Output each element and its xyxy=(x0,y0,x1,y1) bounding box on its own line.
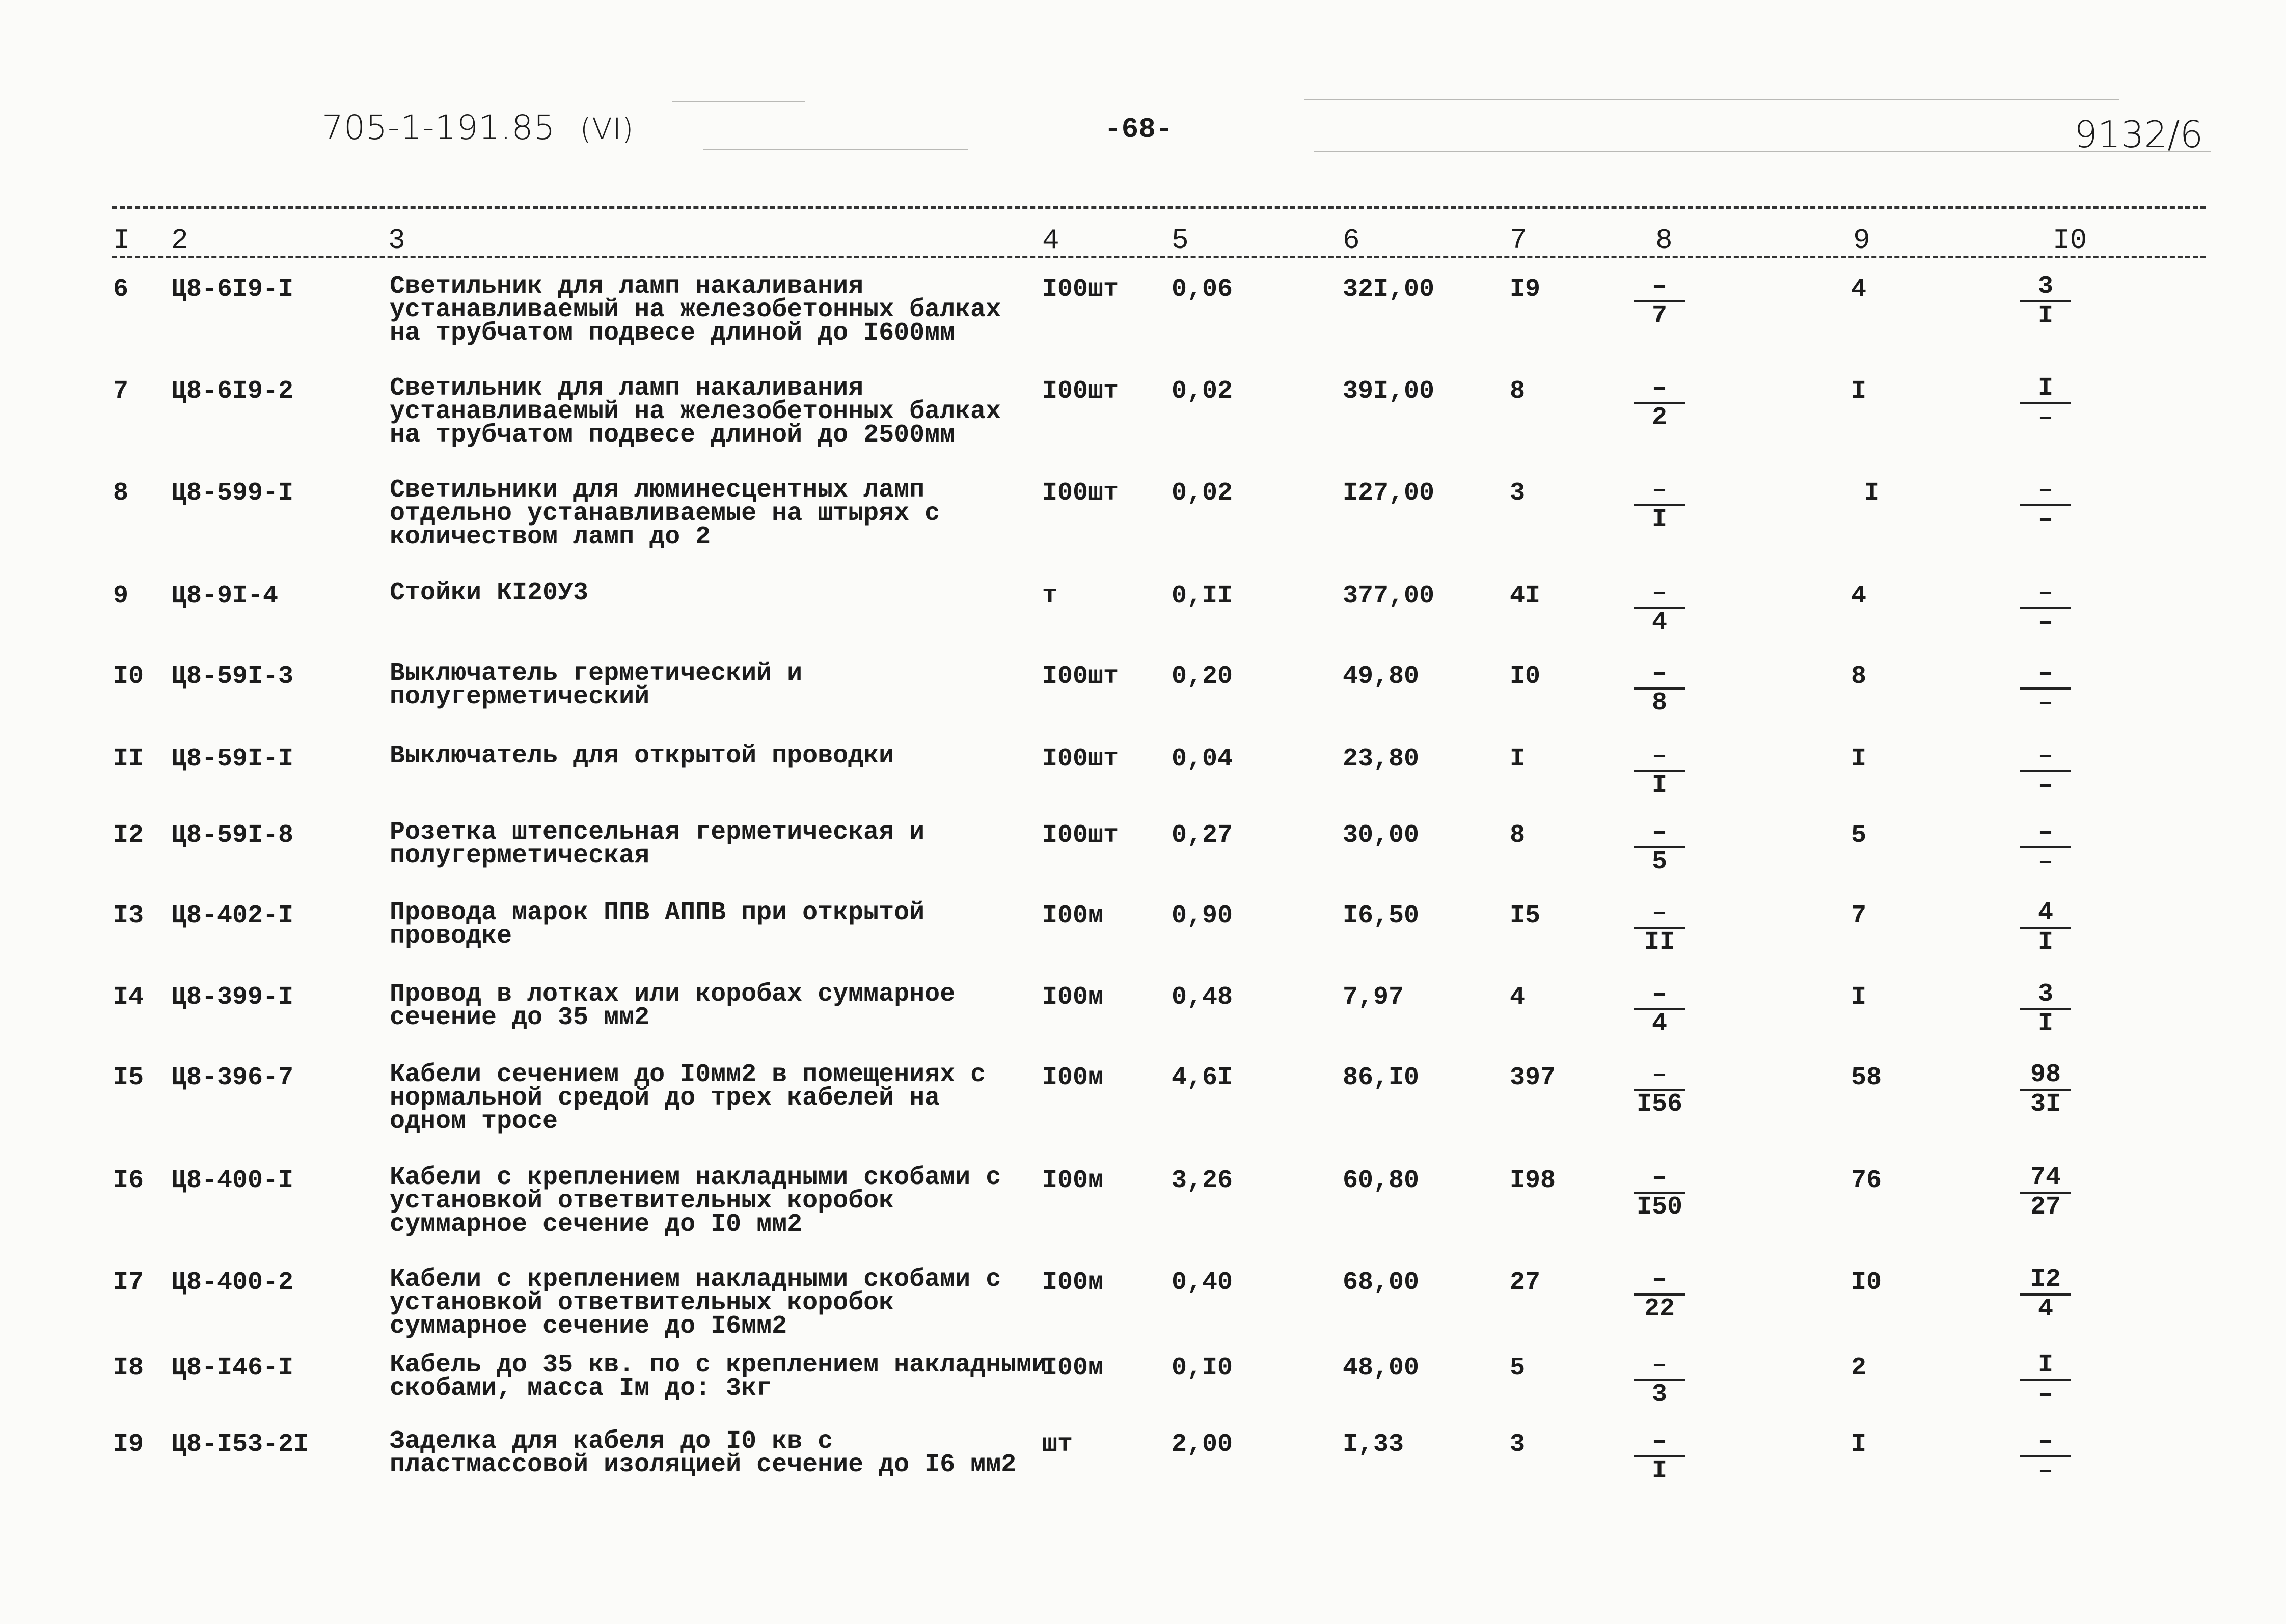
volume-mark: (VI) xyxy=(580,112,634,146)
row-code: Ц8-396-7 xyxy=(171,1063,294,1092)
fraction-numerator: – xyxy=(1651,374,1667,403)
row-price: 30,00 xyxy=(1343,821,1420,850)
description-line: на трубчатом подвесе длиной до 2500мм xyxy=(390,421,956,450)
row-col10-fraction xyxy=(2020,374,2071,432)
fraction-denominator: I xyxy=(1651,1456,1667,1485)
row-col7: 8 xyxy=(1510,821,1526,850)
row-price: 60,80 xyxy=(1343,1166,1420,1195)
row-col7: 3 xyxy=(1510,479,1526,508)
header-rule-mid xyxy=(703,149,968,150)
row-description xyxy=(390,374,1001,450)
row-number: 7 xyxy=(113,377,129,406)
column-header-4: 4 xyxy=(1042,224,1059,257)
row-description xyxy=(390,1351,1047,1403)
row-code: Ц8-6I9-I xyxy=(171,275,294,304)
row-col9: I xyxy=(1864,479,1880,508)
row-description xyxy=(390,1060,986,1136)
row-quantity: 0,02 xyxy=(1172,377,1233,406)
fraction-numerator: – xyxy=(1651,272,1667,301)
description-line: Выключатель герметический и xyxy=(390,659,803,688)
row-price: 49,80 xyxy=(1343,662,1420,691)
row-price: 23,80 xyxy=(1343,745,1420,774)
row-number: I6 xyxy=(113,1166,144,1195)
row-number: 8 xyxy=(113,479,129,508)
row-col8-fraction xyxy=(1634,980,1685,1038)
description-line: суммарное сечение до I6мм2 xyxy=(390,1312,787,1341)
fraction-denominator: 27 xyxy=(2030,1193,2061,1222)
description-line: Кабели с креплением накладными скобами с xyxy=(390,1163,1001,1192)
row-unit: I00м xyxy=(1042,1354,1104,1383)
row-quantity: 0,27 xyxy=(1172,821,1233,850)
row-col8-fraction xyxy=(1634,659,1685,718)
row-col10-fraction xyxy=(2020,659,2071,718)
row-unit: I00м xyxy=(1042,1268,1104,1297)
row-col8-fraction xyxy=(1634,476,1685,534)
description-line: установкой ответвительных коробок xyxy=(390,1187,894,1216)
fraction-denominator: 2 xyxy=(1651,403,1667,432)
row-price: 86,I0 xyxy=(1343,1063,1420,1092)
row-quantity: 0,48 xyxy=(1172,983,1233,1012)
column-header-2: 2 xyxy=(171,224,188,257)
row-description xyxy=(390,980,956,1032)
row-col7: 4I xyxy=(1510,582,1541,611)
row-quantity: 0,02 xyxy=(1172,479,1233,508)
fraction-denominator: 7 xyxy=(1651,301,1667,331)
row-description xyxy=(390,476,940,552)
fraction-denominator: I56 xyxy=(1636,1090,1682,1119)
fraction-denominator: 5 xyxy=(1651,847,1667,876)
fraction-numerator: – xyxy=(2037,659,2053,688)
row-col10-fraction xyxy=(2020,741,2071,800)
fraction-numerator: 3 xyxy=(2037,980,2053,1009)
column-header-10: I0 xyxy=(2053,224,2087,257)
fraction-numerator: – xyxy=(1651,980,1667,1009)
fraction-numerator: – xyxy=(2037,579,2053,608)
row-col8-fraction xyxy=(1634,1265,1685,1324)
row-description xyxy=(390,741,894,770)
row-col9: I xyxy=(1851,745,1867,774)
row-code: Ц8-59I-8 xyxy=(171,821,294,850)
table-top-rule xyxy=(112,206,2206,209)
fraction-denominator: – xyxy=(2037,1456,2053,1485)
row-number: 9 xyxy=(113,582,129,611)
description-line: сечение до 35 мм2 xyxy=(390,1003,650,1032)
row-col9: I xyxy=(1851,377,1867,406)
fraction-numerator: – xyxy=(2037,741,2053,770)
row-price: I27,00 xyxy=(1343,479,1435,508)
row-number: I2 xyxy=(113,821,144,850)
description-line: устанавливаемый на железобетонных балках xyxy=(390,397,1001,426)
fraction-denominator: – xyxy=(2037,1380,2053,1409)
row-col10-fraction xyxy=(2020,1351,2071,1409)
header-rule-left xyxy=(672,101,805,102)
fraction-numerator: I2 xyxy=(2030,1265,2061,1294)
description-line: скобами, масса Iм до: 3кг xyxy=(390,1374,772,1403)
row-col7: 8 xyxy=(1510,377,1526,406)
fraction-numerator: – xyxy=(1651,659,1667,688)
row-price: 39I,00 xyxy=(1343,377,1435,406)
fraction-numerator: – xyxy=(1651,1060,1667,1089)
row-code: Ц8-400-I xyxy=(171,1166,294,1195)
row-number: II xyxy=(113,745,144,774)
fraction-denominator: I xyxy=(2037,301,2053,331)
row-unit: I00шт xyxy=(1042,662,1119,691)
row-col9: 8 xyxy=(1851,662,1867,691)
row-price: 68,00 xyxy=(1343,1268,1420,1297)
row-unit: I00м xyxy=(1042,983,1104,1012)
column-header-3: 3 xyxy=(388,224,405,257)
row-unit: I00шт xyxy=(1042,377,1119,406)
fraction-numerator: – xyxy=(1651,741,1667,770)
row-quantity: 0,I0 xyxy=(1172,1354,1233,1383)
row-col9: 58 xyxy=(1851,1063,1882,1092)
fraction-numerator: – xyxy=(1651,1351,1667,1380)
row-col9: 76 xyxy=(1851,1166,1882,1195)
row-description xyxy=(390,1427,1017,1479)
row-col9: I xyxy=(1851,983,1867,1012)
row-description xyxy=(390,272,1001,348)
row-description xyxy=(390,659,803,711)
description-line: полугерметический xyxy=(390,682,650,711)
row-unit: т xyxy=(1042,582,1058,611)
row-code: Ц8-59I-3 xyxy=(171,662,294,691)
table-header-rule xyxy=(112,256,2206,258)
fraction-denominator: – xyxy=(2037,403,2053,432)
row-col9: 4 xyxy=(1851,275,1867,304)
description-line: Розетка штепсельная герметическая и xyxy=(390,818,925,847)
row-col9: I xyxy=(1851,1430,1867,1459)
row-col9: 7 xyxy=(1851,901,1867,930)
fraction-numerator: – xyxy=(1651,1427,1667,1456)
row-unit: I00м xyxy=(1042,901,1104,930)
description-line: Заделка для кабеля до I0 кв с xyxy=(390,1427,833,1456)
row-price: I6,50 xyxy=(1343,901,1420,930)
description-line: Стойки КI20У3 xyxy=(390,579,589,608)
column-header-1: I xyxy=(113,224,130,257)
description-line: нормальной средой до трех кабелей на xyxy=(390,1084,940,1113)
description-line: Провода марок ППВ АППВ при открытой xyxy=(390,898,925,927)
fraction-denominator: – xyxy=(2037,505,2053,534)
fraction-denominator: – xyxy=(2037,771,2053,800)
description-line: Кабели с креплением накладными скобами с xyxy=(390,1265,1001,1294)
fraction-numerator: I xyxy=(2037,374,2053,403)
document-code: 705-1-191.85 xyxy=(322,108,556,147)
fraction-denominator: I xyxy=(2037,1009,2053,1038)
fraction-numerator: 3 xyxy=(2037,272,2053,301)
fraction-numerator: – xyxy=(1651,898,1667,927)
row-number: I5 xyxy=(113,1063,144,1092)
row-number: I8 xyxy=(113,1354,144,1383)
fraction-denominator: 4 xyxy=(1651,1009,1667,1038)
row-col7: I xyxy=(1510,745,1526,774)
row-quantity: 0,06 xyxy=(1172,275,1233,304)
row-unit: I00шт xyxy=(1042,479,1119,508)
fraction-denominator: 8 xyxy=(1651,689,1667,718)
row-quantity: 3,26 xyxy=(1172,1166,1233,1195)
row-col8-fraction xyxy=(1634,1163,1685,1222)
row-quantity: 0,40 xyxy=(1172,1268,1233,1297)
row-col10-fraction xyxy=(2020,1427,2071,1485)
header-rule-right-top xyxy=(1304,99,2119,100)
fraction-numerator: – xyxy=(1651,1265,1667,1294)
row-col7: 3 xyxy=(1510,1430,1526,1459)
row-col8-fraction xyxy=(1634,1060,1685,1119)
row-code: Ц8-399-I xyxy=(171,983,294,1012)
fraction-denominator: 4 xyxy=(1651,608,1667,637)
fraction-numerator: – xyxy=(1651,476,1667,505)
description-line: Провод в лотках или коробах суммарное xyxy=(390,980,956,1009)
fraction-denominator: 3 xyxy=(1651,1380,1667,1409)
description-line: пластмассовой изоляцией сечение до I6 мм2 xyxy=(390,1450,1017,1479)
row-quantity: 0,04 xyxy=(1172,745,1233,774)
row-code: Ц8-I53-2I xyxy=(171,1430,309,1459)
row-description xyxy=(390,1265,1001,1341)
fraction-numerator: 98 xyxy=(2030,1060,2061,1089)
fraction-denominator: I50 xyxy=(1636,1193,1682,1222)
row-description xyxy=(390,1163,1001,1239)
column-header-8: 8 xyxy=(1655,224,1673,257)
row-col7: 27 xyxy=(1510,1268,1541,1297)
row-col7: 4 xyxy=(1510,983,1526,1012)
row-col7: I5 xyxy=(1510,901,1541,930)
row-code: Ц8-I46-I xyxy=(171,1354,294,1383)
row-number: I0 xyxy=(113,662,144,691)
row-col9: 5 xyxy=(1851,821,1867,850)
description-line: проводке xyxy=(390,922,512,951)
fraction-numerator: I xyxy=(2037,1351,2053,1380)
row-number: I3 xyxy=(113,901,144,930)
row-col10-fraction xyxy=(2020,898,2071,957)
fraction-denominator: I xyxy=(2037,928,2053,957)
row-col9: 4 xyxy=(1851,582,1867,611)
row-price: 48,00 xyxy=(1343,1354,1420,1383)
row-col8-fraction xyxy=(1634,579,1685,637)
row-price: 32I,00 xyxy=(1343,275,1435,304)
row-quantity: 2,00 xyxy=(1172,1430,1233,1459)
row-col7: I0 xyxy=(1510,662,1541,691)
row-code: Ц8-400-2 xyxy=(171,1268,294,1297)
description-line: полугерметическая xyxy=(390,841,650,870)
description-line: отдельно устанавливаемые на штырях с xyxy=(390,499,940,528)
row-unit: I00шт xyxy=(1042,275,1119,304)
description-line: на трубчатом подвесе длиной до I600мм xyxy=(390,319,956,348)
row-price: 377,00 xyxy=(1343,582,1435,611)
fraction-numerator: – xyxy=(1651,1163,1667,1192)
row-code: Ц8-402-I xyxy=(171,901,294,930)
description-line: суммарное сечение до I0 мм2 xyxy=(390,1210,803,1239)
description-line: Выключатель для открытой проводки xyxy=(390,741,894,770)
row-code: Ц8-6I9-2 xyxy=(171,377,294,406)
row-col8-fraction xyxy=(1634,272,1685,331)
fraction-numerator: – xyxy=(2037,1427,2053,1456)
page-number: -68- xyxy=(1104,113,1173,146)
row-number: I7 xyxy=(113,1268,144,1297)
description-line: одном тросе xyxy=(390,1107,558,1136)
row-description xyxy=(390,579,589,608)
description-line: установкой ответвительных коробок xyxy=(390,1288,894,1317)
row-price: I,33 xyxy=(1343,1430,1404,1459)
row-col9: I0 xyxy=(1851,1268,1882,1297)
fraction-denominator: II xyxy=(1644,928,1675,957)
fraction-denominator: – xyxy=(2037,608,2053,637)
description-line: Светильник для ламп накаливания xyxy=(390,374,864,403)
row-unit: I00м xyxy=(1042,1063,1104,1092)
column-header-7: 7 xyxy=(1510,224,1527,257)
row-number: I9 xyxy=(113,1430,144,1459)
row-col10-fraction xyxy=(2020,1163,2071,1222)
row-number: I4 xyxy=(113,983,144,1012)
header-code xyxy=(322,108,634,147)
row-description xyxy=(390,818,925,870)
row-quantity: 0,20 xyxy=(1172,662,1233,691)
row-col10-fraction xyxy=(2020,1060,2071,1119)
row-col8-fraction xyxy=(1634,1427,1685,1485)
fraction-denominator: – xyxy=(2037,847,2053,876)
row-col10-fraction xyxy=(2020,980,2071,1038)
row-number: 6 xyxy=(113,275,129,304)
description-line: Кабель до 35 кв. по с креплением накладными xyxy=(390,1351,1047,1380)
description-line: количеством ламп до 2 xyxy=(390,522,711,552)
description-line: Светильник для ламп накаливания xyxy=(390,272,864,301)
row-col8-fraction xyxy=(1634,898,1685,957)
description-line: Светильники для люминесцентных ламп xyxy=(390,476,925,505)
row-col10-fraction xyxy=(2020,476,2071,534)
column-header-5: 5 xyxy=(1172,224,1189,257)
row-col7: 5 xyxy=(1510,1354,1526,1383)
row-code: Ц8-59I-I xyxy=(171,745,294,774)
fraction-denominator: I xyxy=(1651,505,1667,534)
row-col7: I98 xyxy=(1510,1166,1556,1195)
fraction-denominator: 22 xyxy=(1644,1295,1675,1324)
row-quantity: 4,6I xyxy=(1172,1063,1233,1092)
row-unit: I00м xyxy=(1042,1166,1104,1195)
fraction-numerator: – xyxy=(1651,818,1667,847)
row-col9: 2 xyxy=(1851,1354,1867,1383)
description-line: Кабели сечением до I0мм2 в помещениях с xyxy=(390,1060,986,1089)
description-line: устанавливаемый на железобетонных балках xyxy=(390,295,1001,324)
fraction-denominator: 3I xyxy=(2030,1090,2061,1119)
row-col8-fraction xyxy=(1634,741,1685,800)
fraction-numerator: – xyxy=(1651,579,1667,608)
fraction-numerator: 74 xyxy=(2030,1163,2061,1192)
fraction-denominator: – xyxy=(2037,689,2053,718)
row-col10-fraction xyxy=(2020,579,2071,637)
row-unit: I00шт xyxy=(1042,821,1119,850)
row-description xyxy=(390,898,925,951)
row-quantity: 0,II xyxy=(1172,582,1233,611)
row-col10-fraction xyxy=(2020,1265,2071,1324)
column-header-6: 6 xyxy=(1343,224,1360,257)
row-col10-fraction xyxy=(2020,272,2071,331)
row-col7: I9 xyxy=(1510,275,1541,304)
row-col10-fraction xyxy=(2020,818,2071,876)
row-price: 7,97 xyxy=(1343,983,1404,1012)
row-unit: шт xyxy=(1042,1430,1073,1459)
fraction-numerator: – xyxy=(2037,818,2053,847)
fraction-denominator: 4 xyxy=(2037,1295,2053,1324)
fraction-numerator: – xyxy=(2037,476,2053,505)
row-quantity: 0,90 xyxy=(1172,901,1233,930)
row-unit: I00шт xyxy=(1042,745,1119,774)
column-header-9: 9 xyxy=(1853,224,1870,257)
row-code: Ц8-599-I xyxy=(171,479,294,508)
row-col8-fraction xyxy=(1634,1351,1685,1409)
sheet-number: 9132/6 xyxy=(2074,113,2203,156)
fraction-numerator: 4 xyxy=(2037,898,2053,927)
row-col7: 397 xyxy=(1510,1063,1556,1092)
row-col8-fraction xyxy=(1634,374,1685,432)
row-code: Ц8-9I-4 xyxy=(171,582,279,611)
fraction-denominator: I xyxy=(1651,771,1667,800)
row-col8-fraction xyxy=(1634,818,1685,876)
